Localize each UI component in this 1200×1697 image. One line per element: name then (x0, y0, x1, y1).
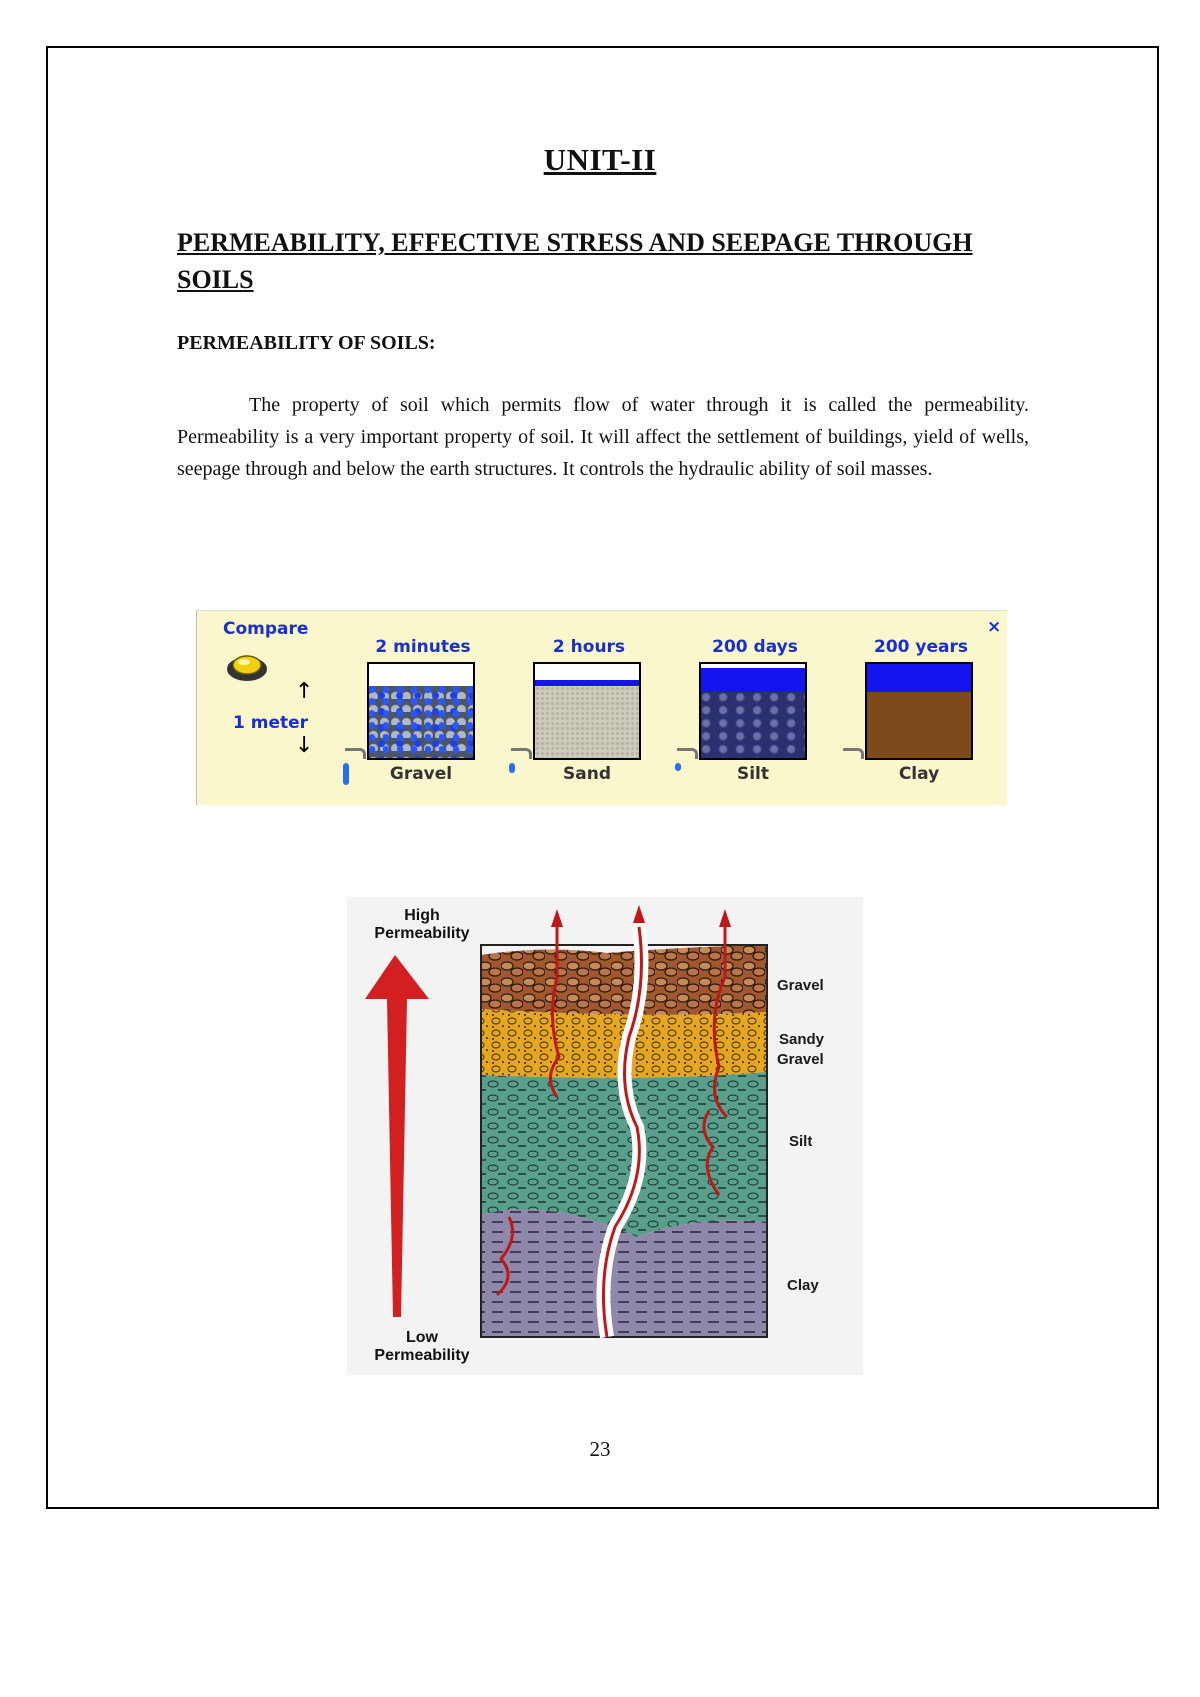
permeability-compare-figure (196, 610, 1007, 805)
close-icon[interactable]: × (987, 617, 1002, 637)
soil-label-gravel: Gravel (389, 764, 453, 784)
soil-column-gravel (367, 662, 475, 760)
main-heading: PERMEABILITY, EFFECTIVE STRESS AND SEEPAGE THROUGH SOILS (177, 228, 973, 294)
compare-label: Compare (223, 619, 309, 639)
tap-icon (345, 748, 366, 759)
water-level (867, 664, 971, 692)
soil-label-sand: Sand (563, 764, 611, 784)
sub-heading: PERMEABILITY OF SOILS: (177, 332, 436, 354)
water-level (701, 668, 805, 692)
high-permeability-label: High Permeability (374, 907, 470, 942)
soil-layers-figure (347, 897, 863, 1375)
soil-label-clay: Clay (898, 764, 940, 784)
body-paragraph: The property of soil which permits flow of water through it is called the permeability. Permeability is a very important property of soil. It will affect the settlement of buildings, yield of wells, seepage through and below the earth structures. It controls the hydraulic ability of soil masses. (177, 394, 1029, 480)
unit-title: UNIT-II (543, 142, 657, 177)
arrow-up-icon: ↑ (295, 679, 314, 704)
soil-column-sand (533, 662, 641, 760)
soil-layers-illustration (347, 897, 863, 1375)
water-drop-icon (509, 763, 515, 773)
tap-icon (843, 748, 864, 759)
layer-label-clay: Clay (787, 1277, 819, 1294)
soil-column-clay (865, 662, 973, 760)
time-label-sand: 2 hours (552, 637, 626, 657)
layer-label-sandy: Sandy (779, 1031, 825, 1048)
low-permeability-label: Low Permeability (374, 1329, 470, 1364)
soil-column-silt (699, 662, 807, 760)
time-label-gravel: 2 minutes (375, 637, 471, 657)
sand-fill (535, 686, 639, 758)
meter-label: 1 meter (233, 713, 309, 733)
arrow-down-icon: ↓ (295, 733, 314, 758)
tap-icon (511, 748, 532, 759)
layer-label-gravel: Gravel (777, 977, 824, 994)
silt-fill (701, 692, 805, 758)
water-drop-icon (675, 763, 681, 771)
layer-label-sandy-gravel: Gravel (777, 1051, 824, 1068)
time-label-silt: 200 days (712, 637, 798, 657)
soil-label-silt: Silt (736, 764, 770, 784)
layer-label-silt: Silt (789, 1133, 813, 1150)
tap-icon (677, 748, 698, 759)
time-label-clay: 200 years (874, 637, 968, 657)
clay-fill (867, 692, 971, 758)
gravel-fill (369, 686, 473, 758)
page-number: 23 (589, 1437, 611, 1461)
compare-button-icon[interactable] (225, 651, 269, 683)
water-drop-icon (343, 763, 349, 785)
